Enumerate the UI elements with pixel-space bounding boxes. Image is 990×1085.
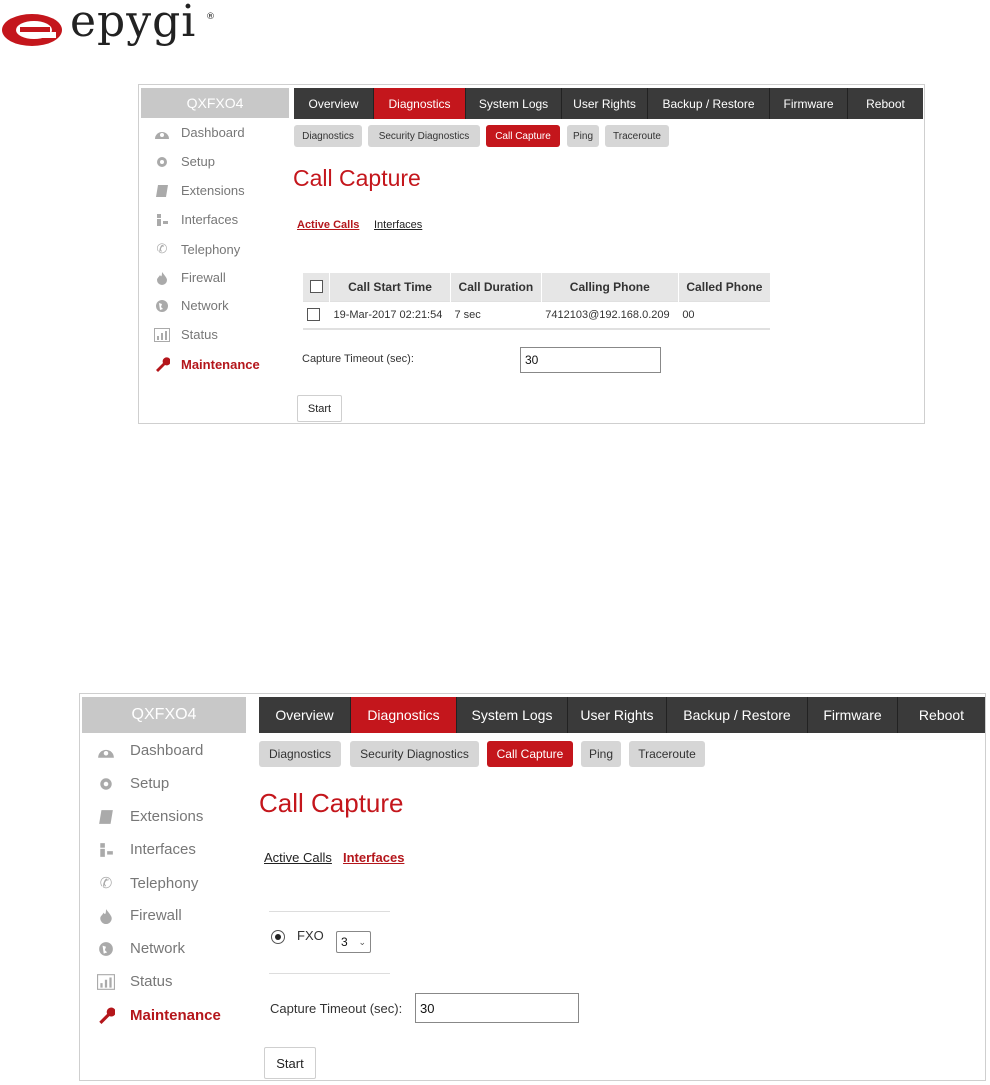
subtab-ping[interactable]: Ping [581,741,621,767]
sidebar-item-label: Setup [130,775,170,792]
subtab-security-diagnostics[interactable]: Security Diagnostics [368,125,480,147]
sidebar-item-firewall[interactable] [94,907,182,924]
sidebar-item-label: Status [181,327,218,342]
network-tree-icon [94,842,118,858]
network-tree-icon [151,213,173,227]
start-button[interactable]: Start [264,1047,316,1079]
sidebar-item-firewall[interactable] [151,270,226,285]
tab-backup-restore[interactable]: Backup / Restore [648,88,770,119]
fxo-label: FXO [297,928,324,943]
fxo-section-top-divider [269,911,390,912]
bar-chart-icon [94,974,118,990]
book-icon [151,184,173,198]
subtab-ping[interactable]: Ping [567,125,599,147]
sidebar-item-label: Dashboard [181,125,245,140]
capture-timeout-label: Capture Timeout (sec): [302,353,414,365]
dashboard-icon [151,126,173,140]
globe-icon [94,941,118,957]
subtab-call-capture[interactable]: Call Capture [487,741,573,767]
gear-icon [151,155,173,169]
top-navigation [259,697,985,733]
tab-overview[interactable]: Overview [259,697,351,733]
registered-mark: ® [206,12,215,22]
sidebar-item-label: Firewall [181,270,226,285]
select-all-header [303,273,330,301]
start-button[interactable]: Start [297,395,342,422]
flame-icon [94,908,118,924]
sidebar-item-label: Status [130,973,173,990]
cell-start-time: 19-Mar-2017 02:21:54 [330,301,451,329]
top-navigation [294,88,923,119]
gear-icon [94,776,118,792]
col-called-phone: Called Phone [678,273,770,301]
phone-icon: ✆ [156,241,168,256]
tab-system-logs[interactable]: System Logs [466,88,562,119]
col-calling-phone: Calling Phone [541,273,678,301]
cell-called-phone: 00 [678,301,770,329]
tab-overview[interactable]: Overview [294,88,374,119]
dashboard-icon [94,743,118,759]
globe-icon [151,299,173,313]
sidebar-item-network[interactable] [151,298,229,313]
sidebar-item-label: Firewall [130,907,182,924]
tab-reboot[interactable]: Reboot [866,96,905,111]
tab-user-rights[interactable]: User Rights [568,697,667,733]
link-interfaces[interactable]: Interfaces [343,850,405,865]
phone-icon: ✆ [99,875,113,892]
sidebar-item-extensions[interactable] [151,183,245,198]
subtab-diagnostics[interactable]: Diagnostics [259,741,341,767]
col-call-duration: Call Duration [451,273,542,301]
fxo-section-bottom-divider [269,973,390,974]
fxo-selected-value: 3 [341,935,348,949]
device-name: QXFXO4 [82,697,246,733]
sidebar-item-label: Network [130,940,186,957]
flame-icon [151,271,173,285]
screenshot-panel-interfaces [79,693,986,1081]
cell-calling-phone: 7412103@192.168.0.209 [541,301,678,329]
sub-navigation [259,741,705,767]
chevron-down-icon: ⌄ [358,936,366,947]
cell-duration: 7 sec [451,301,542,329]
sidebar-item-interfaces[interactable] [151,212,238,227]
subtab-security-diagnostics[interactable]: Security Diagnostics [350,741,479,767]
screenshot-panel-active-calls [138,84,925,424]
capture-timeout-input[interactable]: 30 [415,993,579,1023]
device-name: QXFXO4 [141,88,289,118]
epygi-logo-mark-icon [0,10,66,48]
sidebar-item-telephony[interactable] [94,874,198,892]
link-active-calls[interactable]: Active Calls [264,850,332,865]
row-checkbox[interactable] [307,308,320,321]
brand-name: epygi [70,0,197,47]
select-all-checkbox[interactable] [310,280,323,293]
sidebar-item-interfaces[interactable] [94,841,196,858]
sidebar-item-maintenance[interactable] [151,356,260,372]
link-interfaces[interactable]: Interfaces [374,219,423,231]
sidebar-item-label: Extensions [130,808,204,825]
sidebar-item-label: Network [181,298,229,313]
fxo-radio[interactable] [271,930,285,944]
fxo-port-select[interactable] [336,931,371,953]
subtab-traceroute[interactable]: Traceroute [605,125,669,147]
tab-diagnostics[interactable]: Diagnostics [351,697,457,733]
sidebar-item-label: Maintenance [181,356,260,372]
sidebar-item-label: Setup [181,154,215,169]
sidebar-item-setup[interactable] [94,775,169,792]
book-icon [94,809,118,825]
active-calls-table [303,273,770,330]
bar-chart-icon [151,328,173,342]
wrench-icon [94,1006,118,1024]
sidebar-item-status[interactable] [94,973,173,990]
link-active-calls[interactable]: Active Calls [297,219,360,231]
sidebar-item-extensions[interactable] [94,808,203,825]
page-title: Call Capture [259,788,404,818]
col-call-start-time: Call Start Time [330,273,451,301]
row-select-cell [303,301,330,329]
tab-firmware[interactable]: Firmware [808,697,898,733]
sidebar-item-dashboard[interactable] [94,742,203,759]
tab-reboot[interactable]: Reboot [918,707,965,723]
sidebar-item-status[interactable] [151,327,218,342]
wrench-icon [151,356,173,372]
subtab-traceroute[interactable]: Traceroute [629,741,705,767]
sidebar-item-maintenance[interactable] [94,1006,221,1024]
sidebar-item-telephony[interactable] [151,241,240,257]
tab-system-logs[interactable]: System Logs [457,697,568,733]
sidebar-item-label: Maintenance [130,1006,221,1024]
epygi-logo [0,0,230,55]
tab-diagnostics[interactable]: Diagnostics [374,88,466,119]
subtab-call-capture[interactable]: Call Capture [486,125,560,147]
tab-firmware[interactable]: Firmware [770,88,848,119]
sidebar-item-label: Telephony [130,874,199,892]
sidebar-item-dashboard[interactable] [151,125,245,140]
capture-timeout-input[interactable]: 30 [520,347,661,373]
sub-navigation [294,125,669,147]
sidebar-item-network[interactable] [94,940,185,957]
sidebar-item-label: Interfaces [181,212,239,227]
sidebar-item-label: Interfaces [130,841,196,858]
sidebar-item-setup[interactable] [151,154,215,169]
tab-backup-restore[interactable]: Backup / Restore [667,697,808,733]
capture-timeout-label: Capture Timeout (sec): [270,1001,403,1016]
subtab-diagnostics[interactable]: Diagnostics [294,125,362,147]
sidebar-item-label: Dashboard [130,742,204,759]
page-title: Call Capture [293,165,421,191]
sidebar-item-label: Extensions [181,183,245,198]
sidebar-item-label: Telephony [181,241,241,257]
table-row[interactable] [303,301,770,329]
tab-user-rights[interactable]: User Rights [562,88,648,119]
